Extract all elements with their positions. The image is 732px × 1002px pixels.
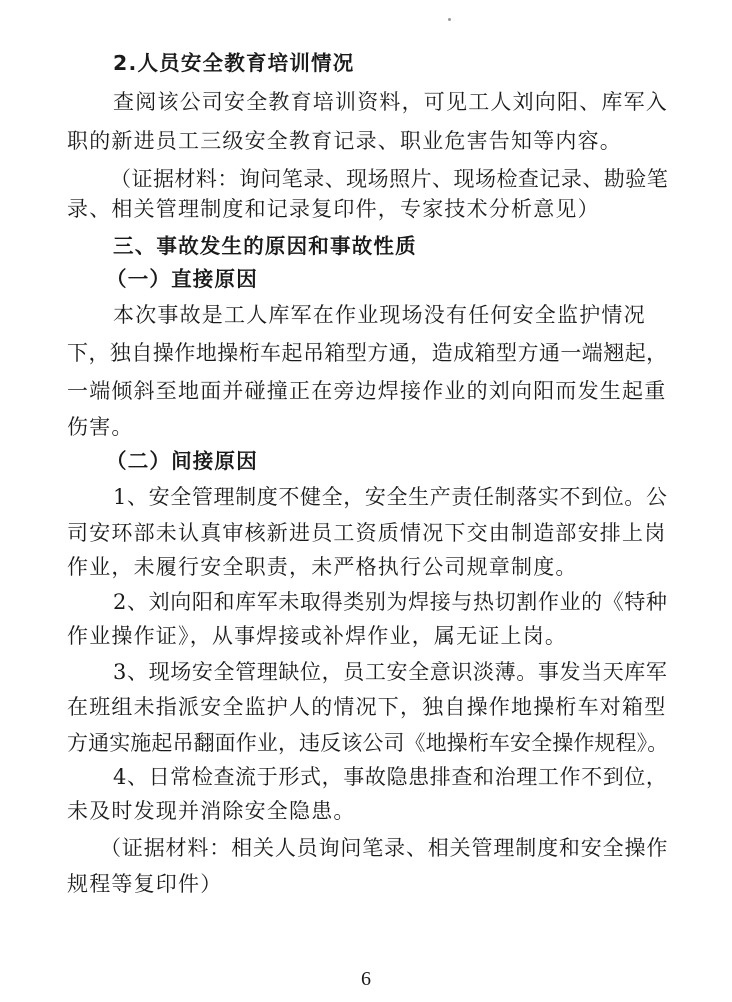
scan-speck <box>448 18 451 21</box>
evidence-note-line: 规程等复印件） <box>67 872 223 896</box>
paragraph-line: 作业，未履行安全职责，未严格执行公司规章制度。 <box>67 555 578 579</box>
subheading-indirect-cause: （二）间接原因 <box>106 449 258 473</box>
paragraph-line: 下，独自操作地操桁车起吊箱型方通，造成箱型方通一端翘起， <box>67 341 668 365</box>
paragraph-line: 在班组未指派安全监护人的情况下，独自操作地操桁车对箱型 <box>67 695 667 719</box>
subheading-direct-cause: （一）直接原因 <box>106 267 258 291</box>
paragraph-line: 作业操作证》，从事焊接或补焊作业，属无证上岗。 <box>67 624 568 648</box>
paragraph-line: 方通实施起吊翻面作业，违反该公司《地操桁车安全操作规程》。 <box>67 731 669 755</box>
paragraph-line: 未及时发现并消除安全隐患。 <box>67 799 356 823</box>
paragraph-line: 1、安全管理制度不健全，安全生产责任制落实不到位。公 <box>113 485 668 509</box>
paragraph-line: 职的新进员工三级安全教育记录、职业危害告知等内容。 <box>67 129 622 153</box>
paragraph-line: 一端倾斜至地面并碰撞正在旁边焊接作业的刘向阳而发生起重 <box>67 379 667 403</box>
paragraph-line: 司安环部未认真审核新进员工资质情况下交由制造部安排上岗 <box>67 521 667 545</box>
paragraph-line: 2、刘向阳和库军未取得类别为焊接与热切割作业的《特种 <box>113 590 668 614</box>
evidence-note-line: （证据材料：相关人员询问笔录、相关管理制度和安全操作 <box>100 836 669 860</box>
page-number: 6 <box>361 968 371 990</box>
evidence-note-line: （证据材料：询问笔录、现场照片、现场检查记录、勘验笔 <box>110 167 669 191</box>
evidence-note-line: 录、相关管理制度和记录复印件，专家技术分析意见） <box>67 197 600 221</box>
paragraph-line: 伤害。 <box>67 415 134 439</box>
paragraph-line: 本次事故是工人库军在作业现场没有任何安全监护情况 <box>113 303 646 327</box>
paragraph-line: 查阅该公司安全教育培训资料，可见工人刘向阳、库军入 <box>113 90 668 114</box>
paragraph-line: 3、现场安全管理缺位，员工安全意识淡薄。事发当天库军 <box>113 660 668 684</box>
paragraph-line: 4、日常检查流于形式，事故隐患排查和治理工作不到位， <box>113 765 668 789</box>
section-heading-causes: 三、事故发生的原因和事故性质 <box>113 234 417 258</box>
section-heading-training: 2.人员安全教育培训情况 <box>113 51 355 75</box>
